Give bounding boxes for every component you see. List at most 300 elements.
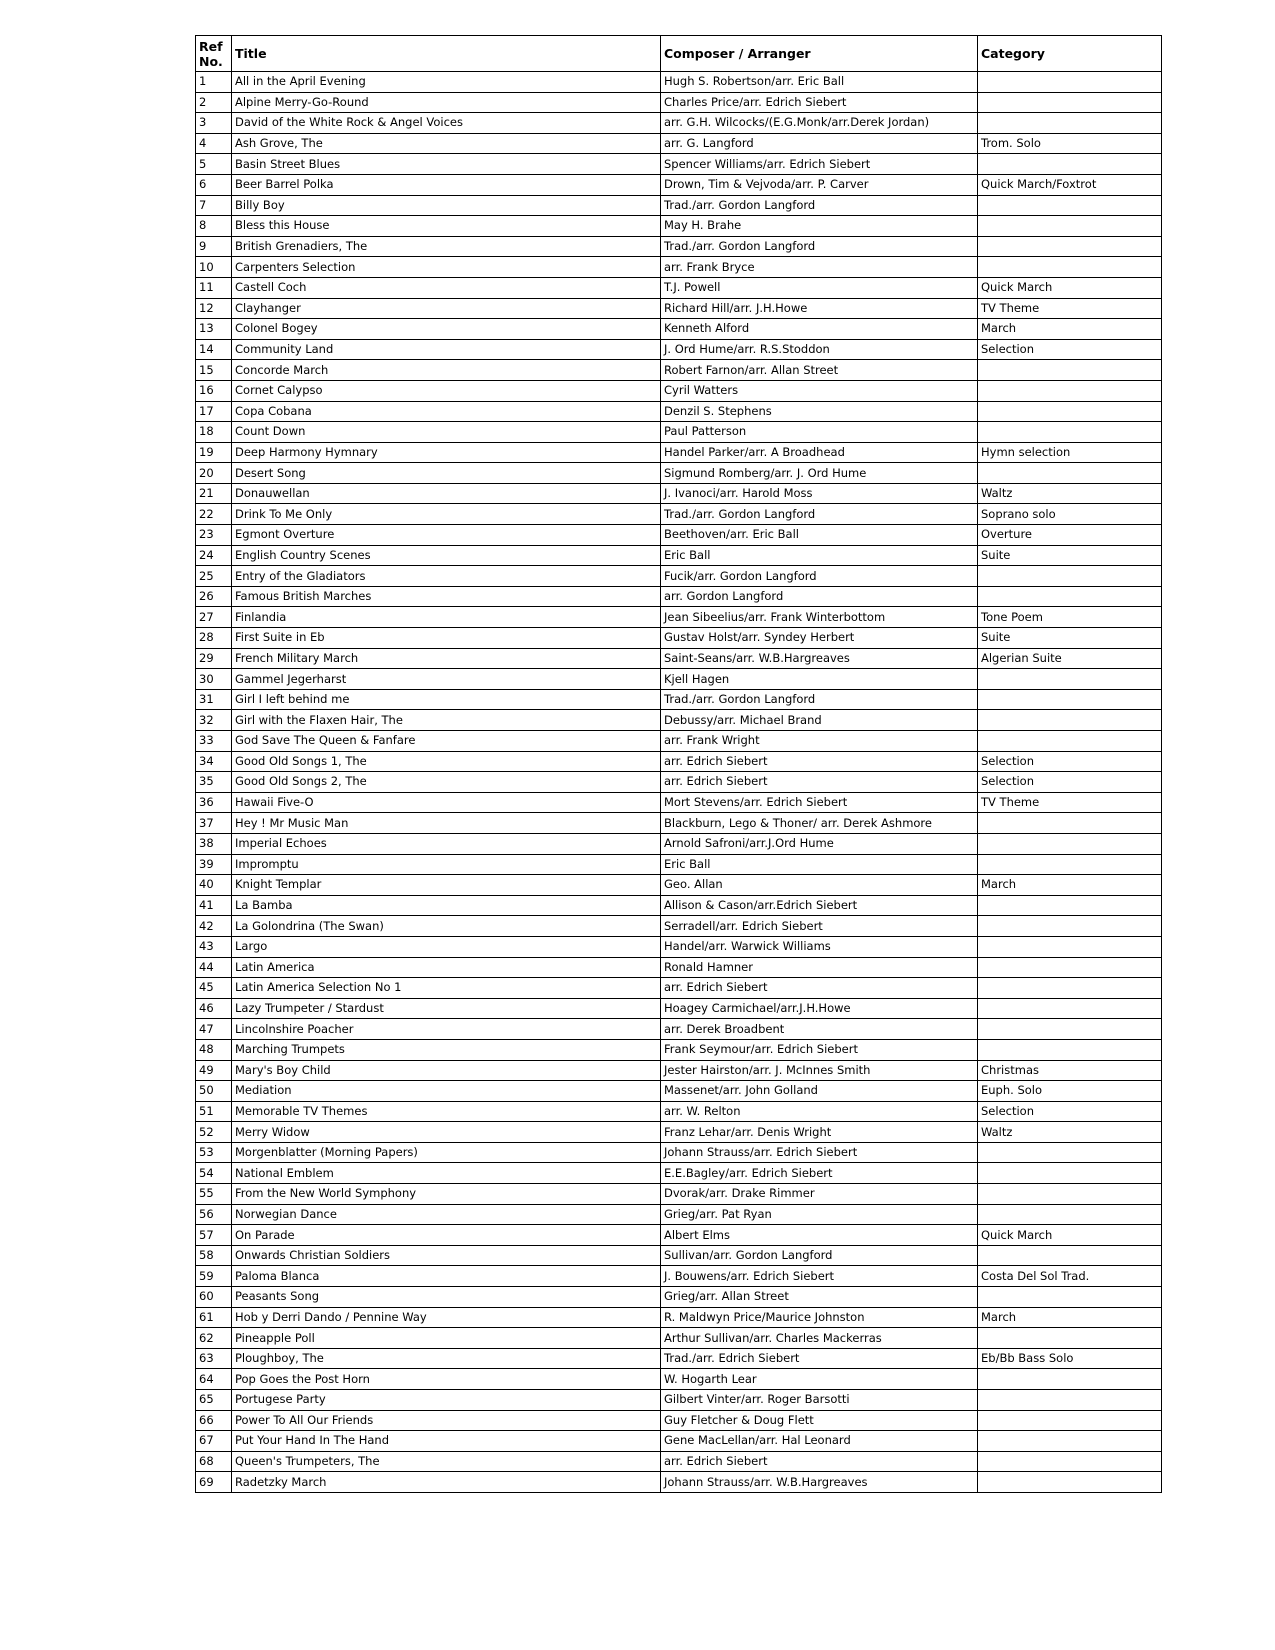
title-cell: French Military March xyxy=(232,648,661,669)
ref-no-cell: 13 xyxy=(196,319,232,340)
title-cell: Alpine Merry-Go-Round xyxy=(232,92,661,113)
table-row xyxy=(196,1348,1162,1369)
category-cell xyxy=(978,689,1162,710)
title-cell: God Save The Queen & Fanfare xyxy=(232,731,661,752)
title-cell: Queen's Trumpeters, The xyxy=(232,1451,661,1472)
ref-no-cell: 5 xyxy=(196,154,232,175)
ref-no-cell: 9 xyxy=(196,236,232,257)
composer-cell: Trad./arr. Gordon Langford xyxy=(661,236,978,257)
ref-no-cell: 58 xyxy=(196,1245,232,1266)
ref-no-cell: 54 xyxy=(196,1163,232,1184)
composer-cell: Ronald Hamner xyxy=(661,957,978,978)
composer-cell: T.J. Powell xyxy=(661,277,978,298)
composer-cell: arr. Edrich Siebert xyxy=(661,751,978,772)
composer-cell: J. Bouwens/arr. Edrich Siebert xyxy=(661,1266,978,1287)
ref-no-cell: 46 xyxy=(196,998,232,1019)
ref-no-cell: 27 xyxy=(196,607,232,628)
ref-no-cell: 57 xyxy=(196,1225,232,1246)
table-row xyxy=(196,854,1162,875)
ref-no-cell: 61 xyxy=(196,1307,232,1328)
category-cell: Overture xyxy=(978,525,1162,546)
composer-cell: Jean Sibeelius/arr. Frank Winterbottom xyxy=(661,607,978,628)
ref-no-header xyxy=(196,36,232,72)
category-cell: Quick March xyxy=(978,1225,1162,1246)
ref-no-cell: 29 xyxy=(196,648,232,669)
composer-cell: Hoagey Carmichael/arr.J.H.Howe xyxy=(661,998,978,1019)
table-row xyxy=(196,710,1162,731)
category-cell xyxy=(978,1431,1162,1452)
title-cell: Billy Boy xyxy=(232,195,661,216)
composer-cell: Arnold Safroni/arr.J.Ord Hume xyxy=(661,833,978,854)
title-cell: Community Land xyxy=(232,339,661,360)
ref-no-cell: 21 xyxy=(196,483,232,504)
table-row xyxy=(196,1431,1162,1452)
composer-cell: Gilbert Vinter/arr. Roger Barsotti xyxy=(661,1390,978,1411)
ref-no-cell: 16 xyxy=(196,380,232,401)
title-cell: Finlandia xyxy=(232,607,661,628)
category-cell xyxy=(978,1019,1162,1040)
category-cell xyxy=(978,936,1162,957)
composer-cell: Serradell/arr. Edrich Siebert xyxy=(661,916,978,937)
ref-no-cell: 62 xyxy=(196,1328,232,1349)
table-row xyxy=(196,174,1162,195)
table-row xyxy=(196,998,1162,1019)
composer-cell: W. Hogarth Lear xyxy=(661,1369,978,1390)
table-row xyxy=(196,133,1162,154)
category-cell xyxy=(978,380,1162,401)
title-cell: Impromptu xyxy=(232,854,661,875)
title-cell: Castell Coch xyxy=(232,277,661,298)
category-cell xyxy=(978,113,1162,134)
ref-no-cell: 44 xyxy=(196,957,232,978)
composer-cell: arr. Edrich Siebert xyxy=(661,772,978,793)
ref-no-cell: 42 xyxy=(196,916,232,937)
category-cell: Suite xyxy=(978,545,1162,566)
composer-cell: J. Ord Hume/arr. R.S.Stoddon xyxy=(661,339,978,360)
table-row xyxy=(196,154,1162,175)
ref-no-cell: 25 xyxy=(196,566,232,587)
title-cell: Hey ! Mr Music Man xyxy=(232,813,661,834)
category-cell: Quick March/Foxtrot xyxy=(978,174,1162,195)
category-cell xyxy=(978,916,1162,937)
ref-header-line1: Ref xyxy=(199,38,223,54)
category-cell: Waltz xyxy=(978,1122,1162,1143)
category-cell xyxy=(978,257,1162,278)
category-cell xyxy=(978,1039,1162,1060)
title-cell: Concorde March xyxy=(232,360,661,381)
title-cell: Clayhanger xyxy=(232,298,661,319)
category-cell xyxy=(978,1328,1162,1349)
title-cell: La Golondrina (The Swan) xyxy=(232,916,661,937)
category-cell xyxy=(978,154,1162,175)
table-row xyxy=(196,916,1162,937)
title-cell: Ash Grove, The xyxy=(232,133,661,154)
title-cell: Portugese Party xyxy=(232,1390,661,1411)
composer-cell: Johann Strauss/arr. W.B.Hargreaves xyxy=(661,1472,978,1493)
table-row xyxy=(196,1184,1162,1205)
table-row xyxy=(196,1245,1162,1266)
category-cell xyxy=(978,195,1162,216)
category-cell xyxy=(978,833,1162,854)
title-cell: Deep Harmony Hymnary xyxy=(232,442,661,463)
ref-no-cell: 26 xyxy=(196,586,232,607)
table-row xyxy=(196,669,1162,690)
title-cell: Girl I left behind me xyxy=(232,689,661,710)
title-cell: Good Old Songs 2, The xyxy=(232,772,661,793)
table-row xyxy=(196,1369,1162,1390)
category-cell xyxy=(978,1245,1162,1266)
category-cell xyxy=(978,236,1162,257)
category-cell: Christmas xyxy=(978,1060,1162,1081)
table-row xyxy=(196,1101,1162,1122)
ref-no-cell: 49 xyxy=(196,1060,232,1081)
table-row xyxy=(196,1451,1162,1472)
composer-header: Composer / Arranger xyxy=(661,36,978,72)
ref-no-cell: 12 xyxy=(196,298,232,319)
table-row xyxy=(196,1307,1162,1328)
ref-no-cell: 20 xyxy=(196,463,232,484)
composer-cell: arr. Frank Wright xyxy=(661,731,978,752)
category-cell xyxy=(978,813,1162,834)
table-row xyxy=(196,216,1162,237)
category-cell: Waltz xyxy=(978,483,1162,504)
composer-cell: Jester Hairston/arr. J. McInnes Smith xyxy=(661,1060,978,1081)
title-cell: Count Down xyxy=(232,422,661,443)
table-row xyxy=(196,298,1162,319)
category-cell: Quick March xyxy=(978,277,1162,298)
table-row xyxy=(196,1472,1162,1493)
table-row xyxy=(196,319,1162,340)
composer-cell: Handel Parker/arr. A Broadhead xyxy=(661,442,978,463)
title-cell: Pop Goes the Post Horn xyxy=(232,1369,661,1390)
composer-cell: Robert Farnon/arr. Allan Street xyxy=(661,360,978,381)
composer-cell: Blackburn, Lego & Thoner/ arr. Derek Ashmore xyxy=(661,813,978,834)
table-row xyxy=(196,1410,1162,1431)
table-row xyxy=(196,936,1162,957)
category-cell xyxy=(978,1287,1162,1308)
ref-no-cell: 56 xyxy=(196,1204,232,1225)
title-cell: First Suite in Eb xyxy=(232,628,661,649)
title-cell: Ploughboy, The xyxy=(232,1348,661,1369)
ref-no-cell: 17 xyxy=(196,401,232,422)
title-cell: La Bamba xyxy=(232,895,661,916)
composer-cell: arr. G. Langford xyxy=(661,133,978,154)
composer-cell: Geo. Allan xyxy=(661,875,978,896)
table-row xyxy=(196,257,1162,278)
table-row xyxy=(196,566,1162,587)
category-cell: Selection xyxy=(978,772,1162,793)
category-cell: Selection xyxy=(978,751,1162,772)
composer-cell: Eric Ball xyxy=(661,545,978,566)
composer-cell: arr. Derek Broadbent xyxy=(661,1019,978,1040)
title-cell: Marching Trumpets xyxy=(232,1039,661,1060)
title-cell: Famous British Marches xyxy=(232,586,661,607)
ref-no-cell: 28 xyxy=(196,628,232,649)
category-cell xyxy=(978,998,1162,1019)
composer-cell: arr. W. Relton xyxy=(661,1101,978,1122)
table-body xyxy=(196,72,1162,1493)
composer-cell: Guy Fletcher & Doug Flett xyxy=(661,1410,978,1431)
category-cell: Eb/Bb Bass Solo xyxy=(978,1348,1162,1369)
composer-cell: Johann Strauss/arr. Edrich Siebert xyxy=(661,1142,978,1163)
table-row xyxy=(196,422,1162,443)
table-row xyxy=(196,1328,1162,1349)
title-cell: Power To All Our Friends xyxy=(232,1410,661,1431)
composer-cell: Sullivan/arr. Gordon Langford xyxy=(661,1245,978,1266)
composer-cell: Paul Patterson xyxy=(661,422,978,443)
ref-no-cell: 45 xyxy=(196,978,232,999)
category-cell xyxy=(978,360,1162,381)
category-cell xyxy=(978,1390,1162,1411)
composer-cell: Kjell Hagen xyxy=(661,669,978,690)
title-cell: Lazy Trumpeter / Stardust xyxy=(232,998,661,1019)
table-row xyxy=(196,1390,1162,1411)
ref-no-cell: 65 xyxy=(196,1390,232,1411)
ref-no-cell: 69 xyxy=(196,1472,232,1493)
title-cell: Egmont Overture xyxy=(232,525,661,546)
category-cell xyxy=(978,854,1162,875)
ref-no-cell: 43 xyxy=(196,936,232,957)
composer-cell: arr. G.H. Wilcocks/(E.G.Monk/arr.Derek Jordan) xyxy=(661,113,978,134)
table-row xyxy=(196,1266,1162,1287)
title-cell: National Emblem xyxy=(232,1163,661,1184)
composer-cell: Drown, Tim & Vejvoda/arr. P. Carver xyxy=(661,174,978,195)
table-row xyxy=(196,792,1162,813)
category-cell xyxy=(978,1142,1162,1163)
category-cell xyxy=(978,216,1162,237)
composer-cell: arr. Edrich Siebert xyxy=(661,1451,978,1472)
category-cell: Selection xyxy=(978,1101,1162,1122)
category-cell: TV Theme xyxy=(978,298,1162,319)
ref-no-cell: 47 xyxy=(196,1019,232,1040)
category-cell: Hymn selection xyxy=(978,442,1162,463)
composer-cell: Dvorak/arr. Drake Rimmer xyxy=(661,1184,978,1205)
ref-no-cell: 67 xyxy=(196,1431,232,1452)
composer-cell: Kenneth Alford xyxy=(661,319,978,340)
title-cell: British Grenadiers, The xyxy=(232,236,661,257)
ref-no-cell: 60 xyxy=(196,1287,232,1308)
title-cell: From the New World Symphony xyxy=(232,1184,661,1205)
table-row xyxy=(196,113,1162,134)
table-row xyxy=(196,1122,1162,1143)
ref-no-cell: 35 xyxy=(196,772,232,793)
table-row xyxy=(196,236,1162,257)
composer-cell: E.E.Bagley/arr. Edrich Siebert xyxy=(661,1163,978,1184)
category-cell xyxy=(978,586,1162,607)
category-cell: Soprano solo xyxy=(978,504,1162,525)
ref-no-cell: 41 xyxy=(196,895,232,916)
composer-cell: Denzil S. Stephens xyxy=(661,401,978,422)
category-cell: Suite xyxy=(978,628,1162,649)
title-cell: Peasants Song xyxy=(232,1287,661,1308)
category-cell xyxy=(978,401,1162,422)
title-cell: Mediation xyxy=(232,1081,661,1102)
category-cell xyxy=(978,1184,1162,1205)
title-cell: Good Old Songs 1, The xyxy=(232,751,661,772)
ref-no-cell: 32 xyxy=(196,710,232,731)
composer-cell: Fucik/arr. Gordon Langford xyxy=(661,566,978,587)
title-cell: Donauwellan xyxy=(232,483,661,504)
ref-no-cell: 3 xyxy=(196,113,232,134)
composer-cell: arr. Frank Bryce xyxy=(661,257,978,278)
table-row xyxy=(196,978,1162,999)
title-cell: Desert Song xyxy=(232,463,661,484)
title-cell: Hawaii Five-O xyxy=(232,792,661,813)
category-cell xyxy=(978,669,1162,690)
ref-no-cell: 10 xyxy=(196,257,232,278)
composer-cell: Massenet/arr. John Golland xyxy=(661,1081,978,1102)
category-cell: Trom. Solo xyxy=(978,133,1162,154)
music-catalogue-table xyxy=(195,35,1162,1493)
title-cell: Merry Widow xyxy=(232,1122,661,1143)
table-row xyxy=(196,689,1162,710)
composer-cell: Grieg/arr. Pat Ryan xyxy=(661,1204,978,1225)
category-cell xyxy=(978,92,1162,113)
composer-cell: arr. Gordon Langford xyxy=(661,586,978,607)
composer-cell: Hugh S. Robertson/arr. Eric Ball xyxy=(661,72,978,93)
ref-no-cell: 63 xyxy=(196,1348,232,1369)
title-cell: English Country Scenes xyxy=(232,545,661,566)
table-row xyxy=(196,1142,1162,1163)
ref-no-cell: 51 xyxy=(196,1101,232,1122)
title-cell: Gammel Jegerharst xyxy=(232,669,661,690)
table-row xyxy=(196,607,1162,628)
title-cell: Basin Street Blues xyxy=(232,154,661,175)
composer-cell: Trad./arr. Gordon Langford xyxy=(661,195,978,216)
table-row xyxy=(196,957,1162,978)
table-row xyxy=(196,895,1162,916)
table-row xyxy=(196,751,1162,772)
ref-no-cell: 39 xyxy=(196,854,232,875)
table-row xyxy=(196,1287,1162,1308)
title-cell: Knight Templar xyxy=(232,875,661,896)
ref-no-cell: 48 xyxy=(196,1039,232,1060)
title-cell: Mary's Boy Child xyxy=(232,1060,661,1081)
ref-no-cell: 7 xyxy=(196,195,232,216)
ref-no-cell: 34 xyxy=(196,751,232,772)
table-row xyxy=(196,1225,1162,1246)
ref-no-cell: 11 xyxy=(196,277,232,298)
category-header: Category xyxy=(978,36,1162,72)
composer-cell: Mort Stevens/arr. Edrich Siebert xyxy=(661,792,978,813)
composer-cell: Charles Price/arr. Edrich Siebert xyxy=(661,92,978,113)
ref-no-cell: 24 xyxy=(196,545,232,566)
header-row xyxy=(196,36,1162,72)
table-row xyxy=(196,463,1162,484)
title-cell: Memorable TV Themes xyxy=(232,1101,661,1122)
composer-cell: Trad./arr. Edrich Siebert xyxy=(661,1348,978,1369)
table-row xyxy=(196,628,1162,649)
table-row xyxy=(196,648,1162,669)
table-row xyxy=(196,731,1162,752)
composer-cell: Gustav Holst/arr. Syndey Herbert xyxy=(661,628,978,649)
title-cell: Beer Barrel Polka xyxy=(232,174,661,195)
category-cell xyxy=(978,1369,1162,1390)
category-cell: March xyxy=(978,1307,1162,1328)
title-cell: Put Your Hand In The Hand xyxy=(232,1431,661,1452)
category-cell xyxy=(978,72,1162,93)
title-cell: David of the White Rock & Angel Voices xyxy=(232,113,661,134)
ref-no-cell: 15 xyxy=(196,360,232,381)
composer-cell: Cyril Watters xyxy=(661,380,978,401)
table-row xyxy=(196,813,1162,834)
composer-cell: arr. Edrich Siebert xyxy=(661,978,978,999)
table-row xyxy=(196,586,1162,607)
table-row xyxy=(196,1204,1162,1225)
category-cell xyxy=(978,422,1162,443)
ref-no-cell: 33 xyxy=(196,731,232,752)
table-row xyxy=(196,401,1162,422)
table-row xyxy=(196,1163,1162,1184)
title-cell: Carpenters Selection xyxy=(232,257,661,278)
composer-cell: Frank Seymour/arr. Edrich Siebert xyxy=(661,1039,978,1060)
category-cell: Euph. Solo xyxy=(978,1081,1162,1102)
category-cell: Tone Poem xyxy=(978,607,1162,628)
ref-no-cell: 37 xyxy=(196,813,232,834)
category-cell xyxy=(978,1472,1162,1493)
composer-cell: Trad./arr. Gordon Langford xyxy=(661,504,978,525)
title-cell: Morgenblatter (Morning Papers) xyxy=(232,1142,661,1163)
table-row xyxy=(196,277,1162,298)
ref-header-line2: No. xyxy=(199,53,223,69)
table-row xyxy=(196,483,1162,504)
composer-cell: Gene MacLellan/arr. Hal Leonard xyxy=(661,1431,978,1452)
category-cell xyxy=(978,978,1162,999)
ref-no-cell: 50 xyxy=(196,1081,232,1102)
category-cell xyxy=(978,463,1162,484)
table-row xyxy=(196,1039,1162,1060)
category-cell: March xyxy=(978,319,1162,340)
title-cell: Paloma Blanca xyxy=(232,1266,661,1287)
composer-cell: Sigmund Romberg/arr. J. Ord Hume xyxy=(661,463,978,484)
composer-cell: Eric Ball xyxy=(661,854,978,875)
table-row xyxy=(196,1019,1162,1040)
ref-no-cell: 2 xyxy=(196,92,232,113)
title-cell: All in the April Evening xyxy=(232,72,661,93)
table-row xyxy=(196,1060,1162,1081)
composer-cell: Grieg/arr. Allan Street xyxy=(661,1287,978,1308)
category-cell xyxy=(978,1451,1162,1472)
table-row xyxy=(196,1081,1162,1102)
ref-no-cell: 40 xyxy=(196,875,232,896)
category-cell xyxy=(978,1410,1162,1431)
table-row xyxy=(196,195,1162,216)
ref-no-cell: 22 xyxy=(196,504,232,525)
table-row xyxy=(196,92,1162,113)
ref-no-cell: 68 xyxy=(196,1451,232,1472)
composer-cell: Arthur Sullivan/arr. Charles Mackerras xyxy=(661,1328,978,1349)
table-row xyxy=(196,442,1162,463)
title-cell: Latin America Selection No 1 xyxy=(232,978,661,999)
ref-no-cell: 64 xyxy=(196,1369,232,1390)
title-cell: Lincolnshire Poacher xyxy=(232,1019,661,1040)
table-row xyxy=(196,545,1162,566)
title-cell: Imperial Echoes xyxy=(232,833,661,854)
title-cell: Copa Cobana xyxy=(232,401,661,422)
category-cell: March xyxy=(978,875,1162,896)
table-row xyxy=(196,380,1162,401)
title-cell: Hob y Derri Dando / Pennine Way xyxy=(232,1307,661,1328)
title-cell: Entry of the Gladiators xyxy=(232,566,661,587)
ref-no-cell: 52 xyxy=(196,1122,232,1143)
composer-cell: Beethoven/arr. Eric Ball xyxy=(661,525,978,546)
ref-no-cell: 38 xyxy=(196,833,232,854)
ref-no-cell: 59 xyxy=(196,1266,232,1287)
title-cell: Girl with the Flaxen Hair, The xyxy=(232,710,661,731)
category-cell xyxy=(978,957,1162,978)
table-row xyxy=(196,875,1162,896)
composer-cell: Trad./arr. Gordon Langford xyxy=(661,689,978,710)
